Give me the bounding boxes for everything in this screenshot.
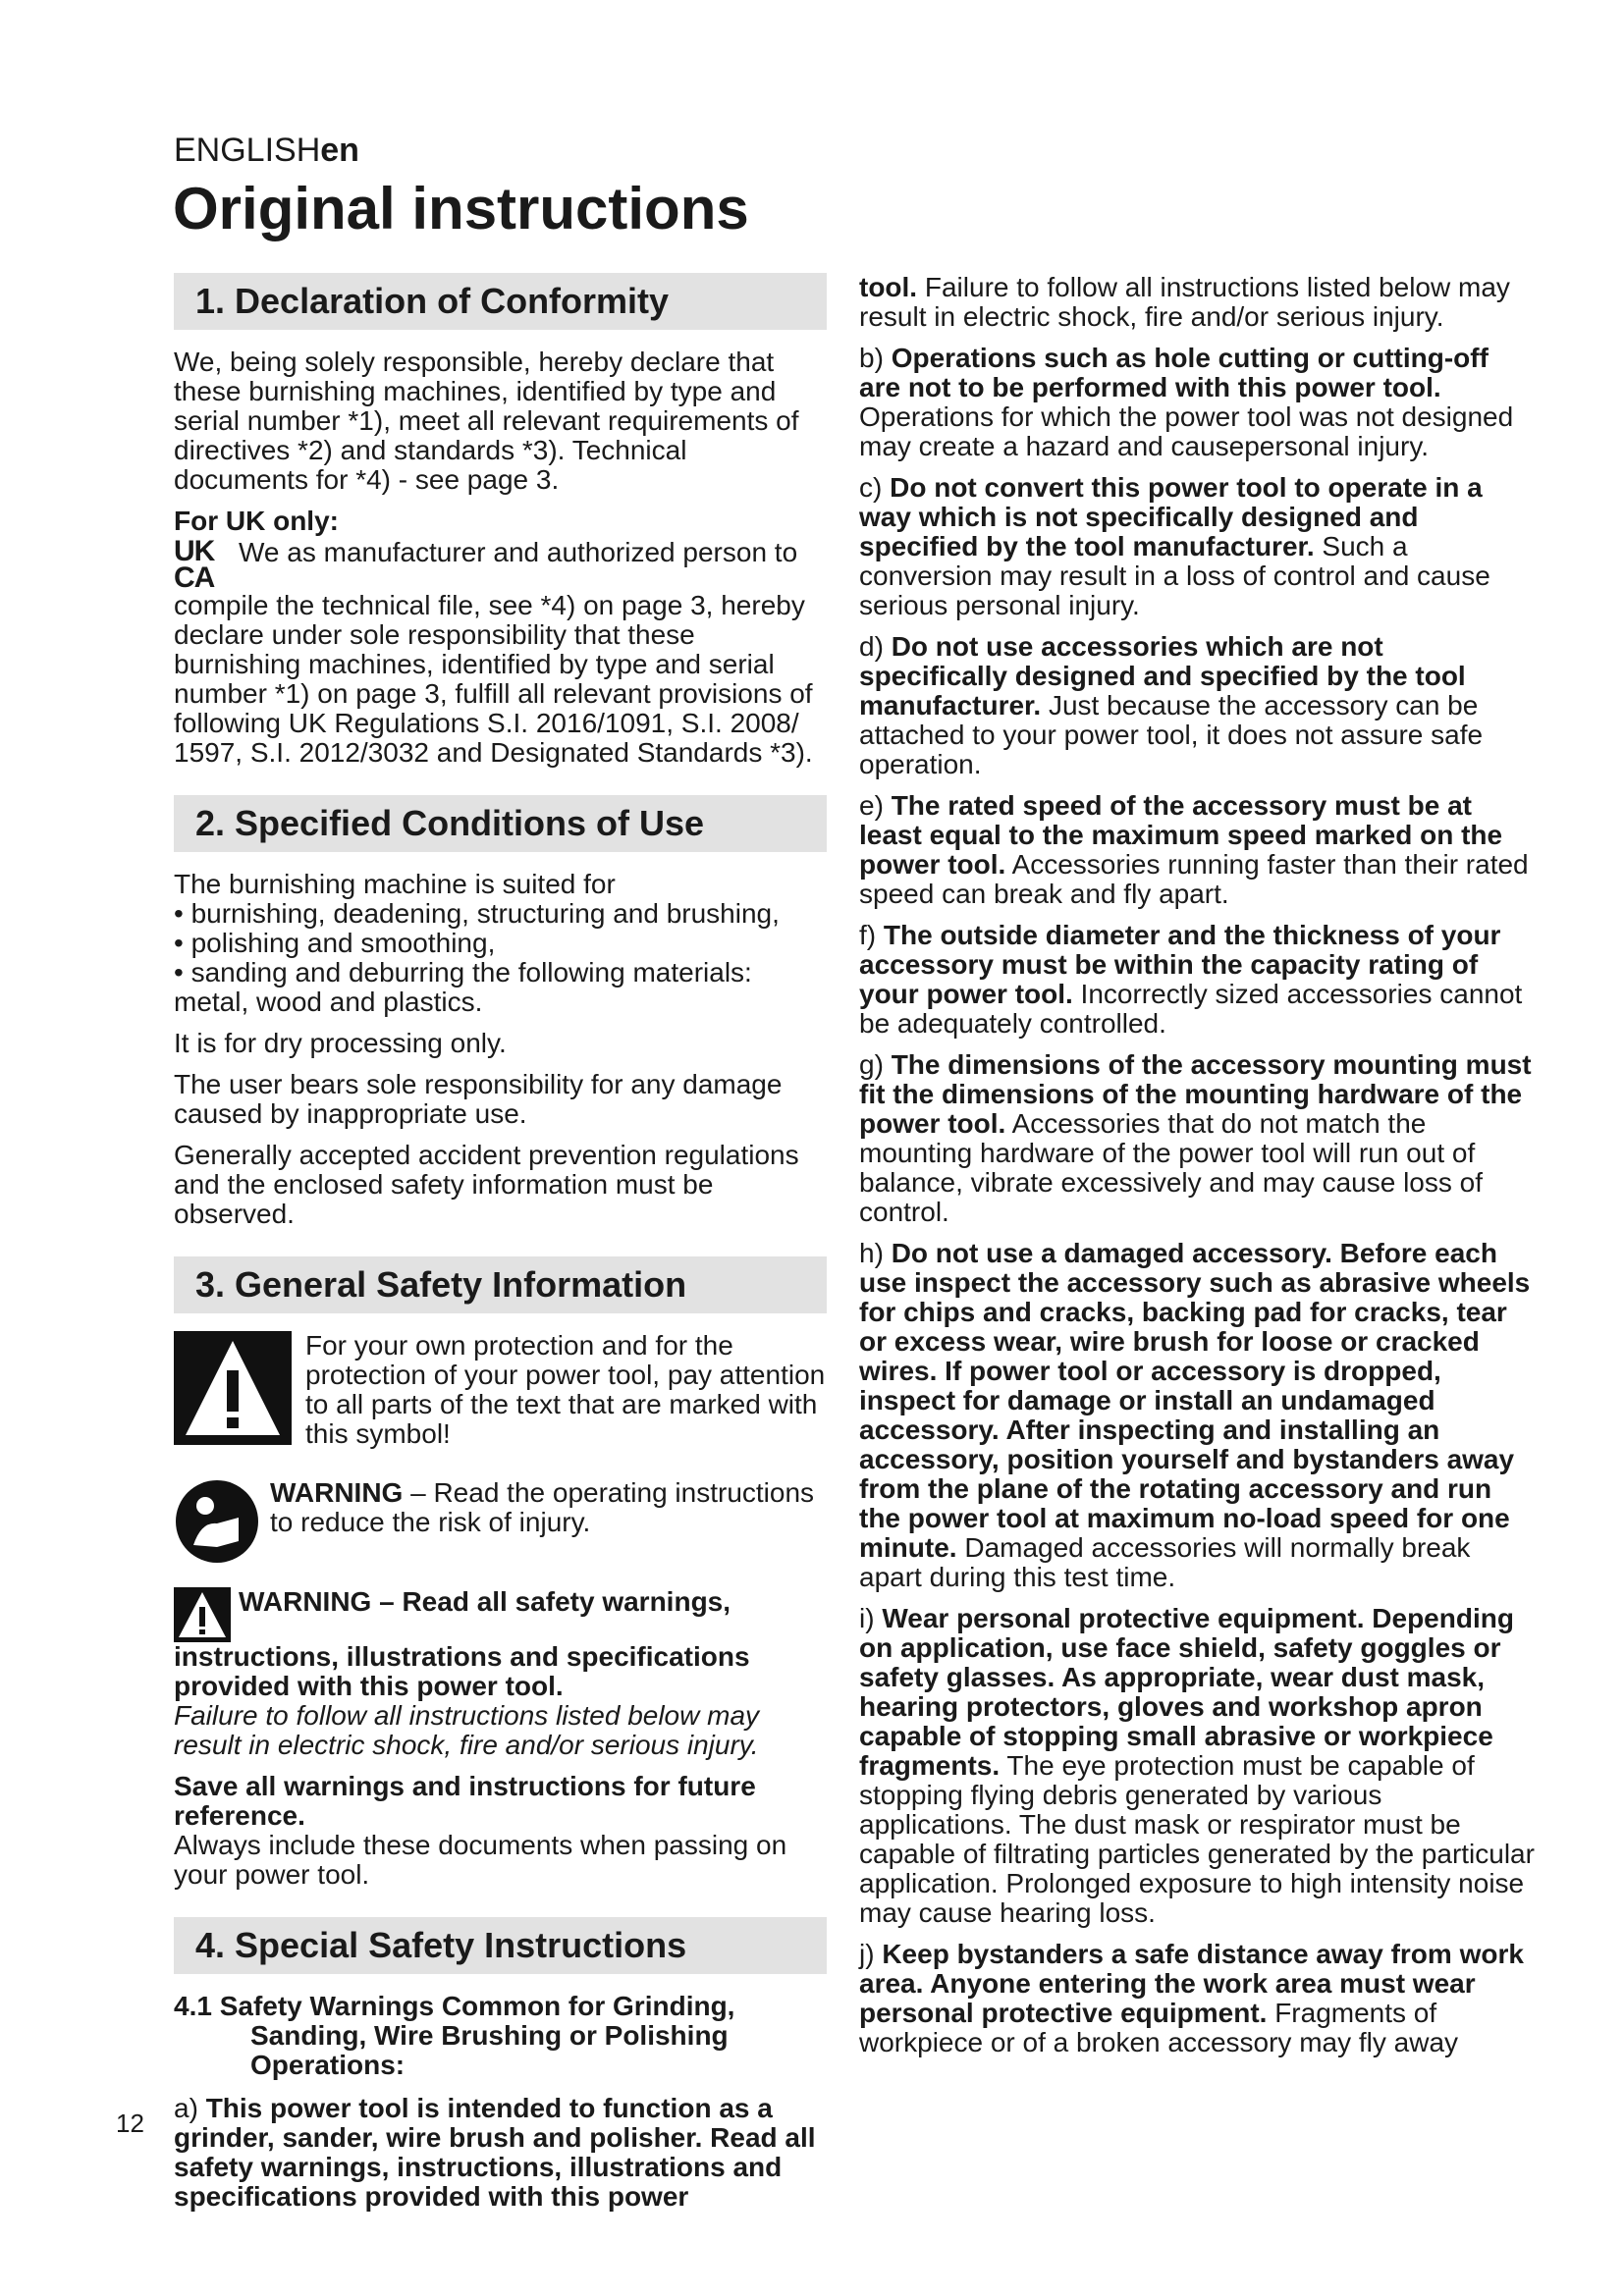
item-a-bold: This power tool is intended to function as a grinder, sander, wire brush and polisher. Read all safety warnings, instructions, illustrations and specifications provided with this power (174, 2093, 816, 2212)
item-e-bold: The rated speed of the accessory must be at least equal to the maximum speed marked on the power tool. (859, 790, 1503, 880)
item-a-cont-bold: tool. (859, 272, 918, 302)
uk-only-heading: For UK only: (174, 506, 339, 536)
language-name: ENGLISH (174, 132, 321, 169)
language-code: en (320, 132, 359, 169)
item-g-prefix: g) (859, 1049, 892, 1080)
conditions-intro: The burnishing machine is suited for (174, 869, 616, 899)
subsection-heading (174, 1992, 827, 2080)
uk-declaration (174, 535, 827, 768)
item-i-text: The eye protection must be capable of stopping flying debris generated by various applications. The dust mask or respirator must be capable of filtrating particles generated by the particular application. Prolonged exposure to high intensity noise may cause hearing loss. (859, 1750, 1535, 1928)
section-heading-special-safety: 4. Special Safety Instructions (174, 1917, 827, 1974)
item-h-bold: Do not use a damaged accessory. Before each use inspect the accessory such as abrasive wheels for chips and cracks, backing pad for cracks, tear or excess wear, wire brush for loose or cracked wires. If power tool or accessory is dropped, inspect for damage or install an undamaged accessory. After inspecting and installing an accessory, position yourself and bystanders away from the plane of the rotating accessory and run the power tool at maximum no-load speed for one minute. (859, 1238, 1531, 1563)
symbol-explanation: For your own protection and for the protection of your power tool, pay attention to all parts of the text that are marked with this symbol! (305, 1330, 826, 1449)
item-j-prefix: j) (859, 1939, 883, 1969)
read-manual-sentence: – Read the operating instructions to reduce the risk of injury. (270, 1477, 815, 1537)
save-warnings-bold: Save all warnings and instructions for future reference. (174, 1771, 756, 1831)
item-e (859, 791, 1537, 909)
conditions-dry: It is for dry processing only. (174, 1028, 507, 1058)
item-b (859, 344, 1537, 461)
warning-label: WARNING (270, 1477, 404, 1508)
page-title: Original instructions (173, 176, 749, 241)
item-g-bold: The dimensions of the accessory mounting must fit the dimensions of the mounting hardware of the power tool. (859, 1049, 1532, 1139)
item-f-text: Incorrectly sized accessories cannot be adequately controlled. (859, 979, 1523, 1039)
read-manual-icon (174, 1478, 260, 1570)
item-a-continued (859, 273, 1537, 332)
read-manual-block (174, 1478, 827, 1570)
subsection-rest: Sanding, Wire Brushing or Polishing Operations: (250, 2020, 729, 2080)
ukca-mark-icon (174, 535, 235, 594)
all-warnings-italic: Failure to follow all instructions listed below may result in electric shock, fire and/or serious injury. (174, 1700, 760, 1760)
item-j-bold: Keep bystanders a safe distance away from work area. Anyone entering the work area must wear personal protective equipment. (859, 1939, 1524, 2028)
item-f (859, 921, 1537, 1039)
conditions-bullet-1: • burnishing, deadening, structuring and brushing, (174, 898, 780, 929)
item-j-text: Fragments of workpiece or of a broken accessory may fly away (859, 1998, 1459, 2057)
item-d (859, 632, 1537, 779)
warning-triangle-icon (174, 1331, 292, 1445)
item-a-prefix: a) (174, 2093, 206, 2123)
item-h-prefix: h) (859, 1238, 892, 1268)
item-f-bold: The outside diameter and the thickness of your accessory must be within the capacity rating of your power tool. (859, 920, 1501, 1009)
item-i-prefix: i) (859, 1603, 883, 1633)
read-manual-text (270, 1478, 827, 1558)
item-d-text: Just because the accessory can be attached to your power tool, it does not assure safe operation. (859, 690, 1484, 779)
ukca-top: UK (174, 535, 215, 567)
item-c (859, 473, 1537, 620)
item-d-bold: Do not use accessories which are not specifically designed and specified by the tool manufacturer. (859, 631, 1466, 721)
item-e-prefix: e) (859, 790, 892, 821)
item-g-text: Accessories that do not match the mounting hardware of the power tool will run out of balance, vibrate excessively and may cause loss of control. (859, 1108, 1483, 1227)
save-warnings-text: Always include these documents when passing on your power tool. (174, 1830, 787, 1890)
item-i (859, 1604, 1537, 1928)
right-column (859, 273, 1537, 2069)
section-heading-declaration: 1. Declaration of Conformity (174, 273, 827, 330)
item-e-text: Accessories running faster than their rated speed can break and fly apart. (859, 849, 1529, 909)
item-g (859, 1050, 1537, 1227)
item-c-prefix: c) (859, 472, 891, 503)
subsection-number: 4.1 Safety Warnings Common for Grinding, (174, 1991, 735, 2021)
item-i-bold: Wear personal protective equipment. Depending on application, use face shield, safety goggles or safety glasses. As appropriate, wear dust mask, hearing protectors, gloves and workshop apron capable of stopping small abrasive or workpiece fragments. (859, 1603, 1514, 1781)
conditions-bullet-3: • sanding and deburring the following materials: metal, wood and plastics. (174, 957, 752, 1017)
language-label (174, 132, 359, 170)
warning-symbol-block (174, 1331, 827, 1461)
warning-small-triangle-icon (174, 1587, 231, 1642)
item-j (859, 1940, 1537, 2057)
conditions-bullet-2: • polishing and smoothing, (174, 928, 496, 958)
page-number: 12 (116, 2109, 144, 2138)
item-h (859, 1239, 1537, 1592)
item-b-prefix: b) (859, 343, 892, 373)
item-c-text: Such a conversion may result in a loss of control and cause serious personal injury. (859, 531, 1490, 620)
section-heading-general-safety: 3. General Safety Information (174, 1256, 827, 1313)
conditions-responsibility: The user bears sole responsibility for any damage caused by inappropriate use. (174, 1069, 783, 1129)
all-warnings-block (174, 1587, 827, 1701)
all-warnings-bold: WARNING – Read all safety warnings, instructions, illustrations and specifications provided with this power tool. (174, 1586, 750, 1701)
item-a (174, 2094, 827, 2212)
item-h-text: Damaged accessories will normally break apart during this test time. (859, 1532, 1471, 1592)
left-column (174, 273, 827, 2223)
section-heading-conditions: 2. Specified Conditions of Use (174, 795, 827, 852)
item-a-cont-text: Failure to follow all instructions listed below may result in electric shock, fire and/or serious injury. (859, 272, 1510, 332)
ukca-bottom: CA (174, 561, 215, 594)
item-d-prefix: d) (859, 631, 892, 662)
conditions-regulations: Generally accepted accident prevention regulations and the enclosed safety information must be observed. (174, 1140, 799, 1229)
item-f-prefix: f) (859, 920, 884, 950)
item-b-bold: Operations such as hole cutting or cutting-off are not to be performed with this power tool. (859, 343, 1489, 402)
uk-declaration-text: We as manufacturer and authorized person to compile the technical file, see *4) on page 3, hereby declare under sole responsibility that these burnishing machines, identified by type and serial number *1) on page 3, fulfill all relevant provisions of following UK Regulations S.I. 2016/1091, S.I. 2008/ 1597, S.I. 2012/3032 and Designated Standards *3). (174, 537, 813, 768)
declaration-text: We, being solely responsible, hereby declare that these burnishing machines, identified by type and serial number *1), meet all relevant requirements of directives *2) and standards *3). Technical documents for *4) - see page 3. (174, 347, 799, 495)
item-b-text: Operations for which the power tool was not designed may create a hazard and causepersonal injury. (859, 401, 1514, 461)
item-c-bold: Do not convert this power tool to operate in a way which is not specifically designed and specified by the tool manufacturer. (859, 472, 1483, 561)
